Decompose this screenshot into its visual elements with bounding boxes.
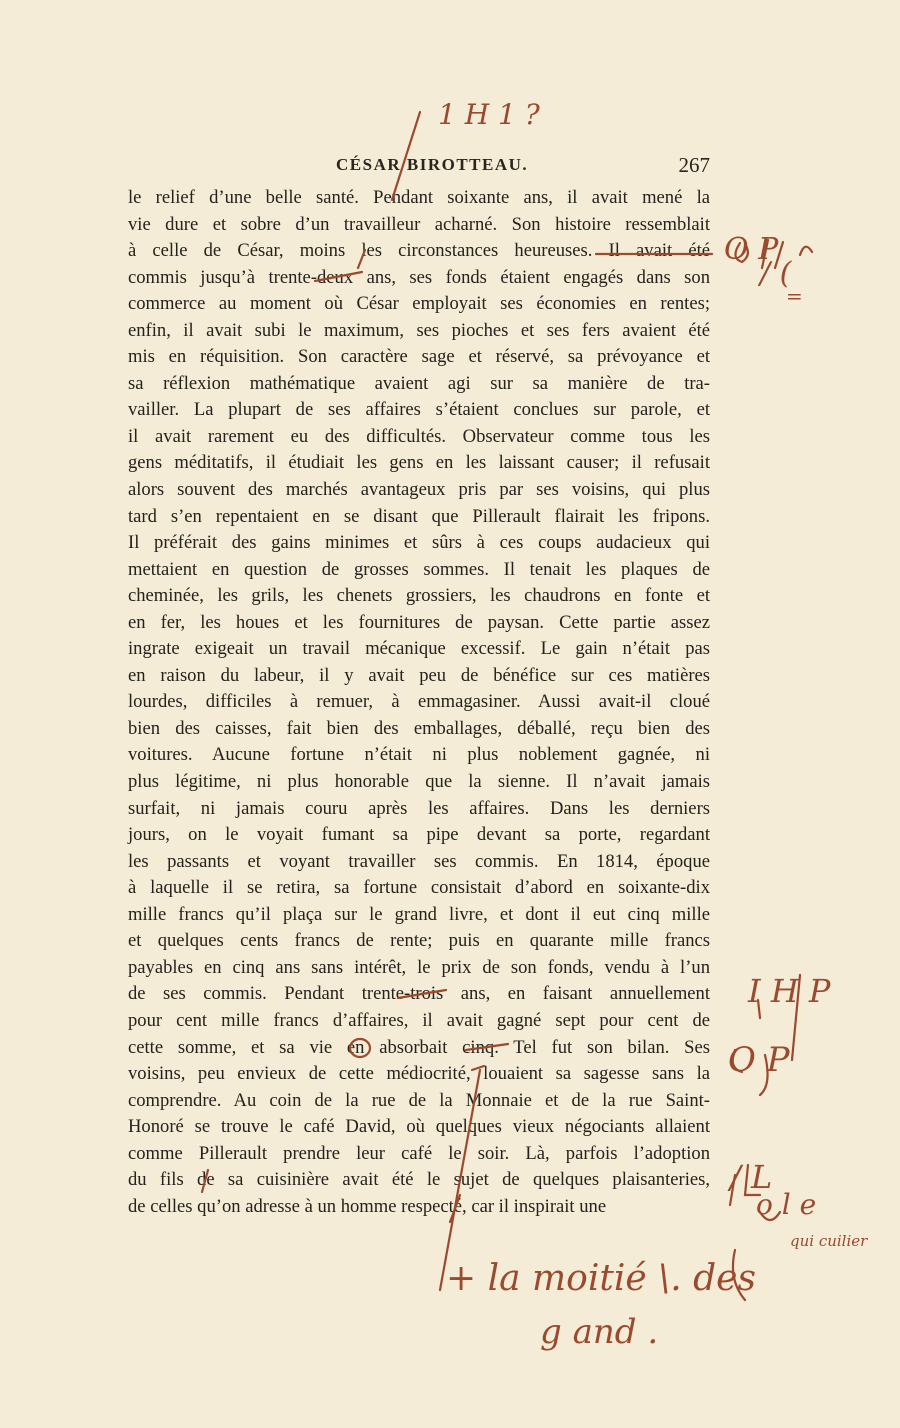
circle-mark xyxy=(350,1039,370,1057)
margin-mark xyxy=(800,247,812,255)
text-line: Il préférait des gains minimes et sûrs à ces coups audacieux qui xyxy=(128,532,710,554)
insertion-annotation: g and . xyxy=(540,1312,659,1352)
margin-annotation: qui cuilier xyxy=(790,1232,868,1250)
strike-mark xyxy=(315,272,362,281)
text-line: mis en réquisition. Son caractère sage et réservé, sa prévoyance et xyxy=(128,346,710,368)
text-line: Honoré se trouve le café David, où quelques vieux négociants allaient xyxy=(128,1116,710,1138)
margin-annotation: / L xyxy=(730,1158,773,1196)
margin-annotation: O P xyxy=(728,1040,790,1080)
margin-annotation: o l e xyxy=(756,1188,817,1221)
text-line: du fils de sa cuisinière avait été le sujet de quelques plaisanteries, xyxy=(128,1169,710,1191)
insertion-line-mark xyxy=(472,1066,484,1070)
caret-mark xyxy=(358,250,365,268)
text-line: il avait rarement eu des difficultés. Observateur comme tous les xyxy=(128,425,710,447)
header-slash-mark xyxy=(392,112,420,200)
text-line: payables en cinq ans sans intérêt, le prix de son fonds, vendu à l’un xyxy=(128,956,710,978)
text-line: vie dure et sobre d’un travailleur acharné. Son histoire ressemblait xyxy=(128,213,710,235)
caret-mark xyxy=(450,1195,460,1222)
text-line: plus légitime, ni plus honorable que la sienne. Il n’avait jamais xyxy=(128,771,710,793)
text-line: en fer, les houes et les fournitures de paysan. Cette partie assez xyxy=(128,611,710,633)
text-line: ingrate exigeait un travail mécanique excessif. Le gain n’était pas xyxy=(128,638,710,660)
text-line: voisins, peu envieux de cette médiocrité, louaient sa sagesse sans la xyxy=(128,1063,710,1085)
text-line: à laquelle il se retira, sa fortune consistait d’abord en soixante-dix xyxy=(128,877,710,899)
running-title: CÉSAR BIROTTEAU. xyxy=(336,155,529,174)
text-line: tard s’en repentaient en se disant que Pillerault flairait les fripons. xyxy=(128,505,710,527)
strike-mark xyxy=(398,990,446,998)
text-line: pour cent mille francs d’affaires, il avait gagné sept pour cent de xyxy=(128,1009,710,1031)
header-annotation: 1 H 1 ? xyxy=(438,98,540,131)
text-line: à celle de César, moins les circonstances heureuses. Il avait été xyxy=(128,240,710,262)
page-number: 267 xyxy=(678,153,710,177)
text-line: les passants et voyant travailler ses commis. En 1814, époque xyxy=(128,850,710,872)
text-line: commis jusqu’à trente-deux ans, ses fonds étaient engagés dans son xyxy=(128,266,710,288)
text-line: en raison du labeur, il y avait peu de bénéfice sur ces matières xyxy=(128,664,710,686)
text-line: de celles qu’on adresse à un homme respecté, car il inspirait une xyxy=(128,1195,607,1217)
text-line: surfait, ni jamais couru après les affaires. Dans les derniers xyxy=(128,797,710,819)
strike-mark xyxy=(466,1044,508,1050)
text-line: bien des caisses, fait bien des emballages, déballé, reçu bien des xyxy=(128,717,710,739)
margin-annotation: = xyxy=(786,284,803,308)
text-line: comprendre. Au coin de la rue de la Monnaie et de la rue Saint- xyxy=(128,1089,710,1111)
text-line: jours, on le voyait fumant sa pipe devant sa porte, regardant xyxy=(128,824,710,846)
text-line: gens méditatifs, il étudiait les gens en les laissant causer; il refusait xyxy=(128,452,710,474)
margin-annotation: / ( xyxy=(760,256,792,291)
margin-annotation: I H P xyxy=(748,972,831,1010)
text-line: de ses commis. Pendant trente-trois ans, en faisant annuellement xyxy=(128,983,710,1005)
text-line: comme Pillerault prendre leur café le soir. Là, parfois l’adoption xyxy=(128,1142,710,1164)
insertion-annotation: + la moitié \. des xyxy=(446,1258,756,1299)
text-line: et quelques cents francs de rente; puis en quarante mille francs xyxy=(128,930,710,952)
caret-mark xyxy=(202,1170,208,1192)
text-line: lourdes, difficiles à remuer, à emmagasiner. Aussi avait-il cloué xyxy=(128,691,710,713)
insertion-line-mark xyxy=(440,1070,480,1290)
margin-annotation: O P xyxy=(724,232,779,267)
text-line: sa réflexion mathématique avaient agi sur sa manière de tra- xyxy=(128,372,710,394)
text-line: alors souvent des marchés avantageux pris par ses voisins, qui plus xyxy=(128,479,710,501)
text-line: mille francs qu’il plaça sur le grand livre, et dont il eut cinq mille xyxy=(128,903,710,925)
text-line: voitures. Aucune fortune n’était ni plus noblement gagnée, ni xyxy=(128,744,710,766)
text-line: cheminée, les grils, les chenets grossiers, les chaudrons en fonte et xyxy=(128,585,710,607)
text-line: mettaient en question de grosses sommes. Il tenait les plaques de xyxy=(128,558,710,580)
text-line: commerce au moment où César employait ses économies en rentes; xyxy=(128,293,710,315)
text-line: vailler. La plupart de ses affaires s’étaient conclues sur parole, et xyxy=(128,399,710,421)
text-line: enfin, il avait subi le maximum, ses pioches et ses fers avaient été xyxy=(128,319,710,341)
text-line: cette somme, et sa vie en absorbait cinq. Tel fut son bilan. Ses xyxy=(128,1036,710,1058)
text-line: le relief d’une belle santé. Pendant soixante ans, il avait mené la xyxy=(128,187,710,208)
